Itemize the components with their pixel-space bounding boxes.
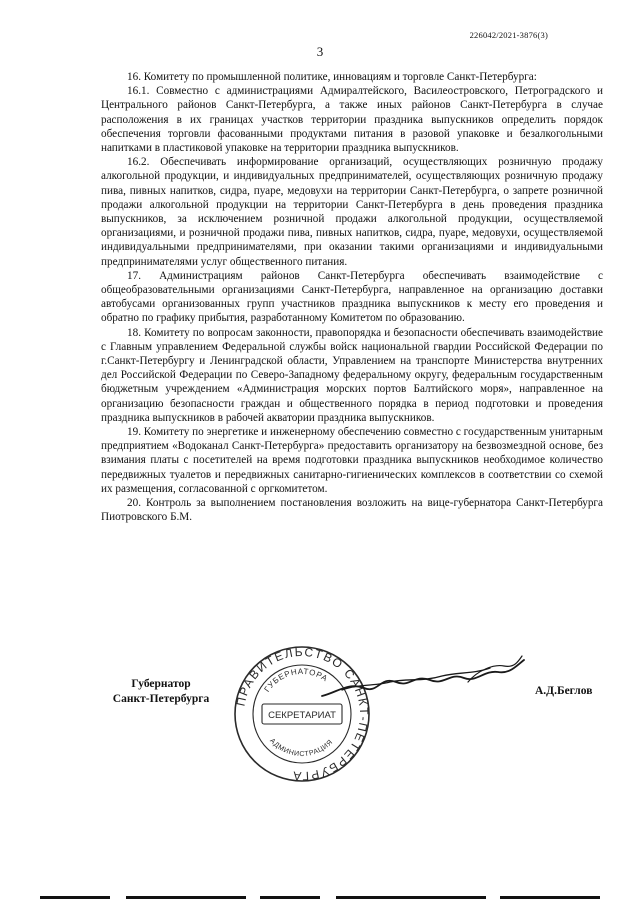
signature-block — [0, 640, 640, 784]
paragraph-17: 17. Администрациям районов Санкт-Петербурга обеспечивать взаимодействие с общеобразовательными организациями Санкт-Петербурга, направленное на организацию доставки автобусами организованных групп участников праздника выпускников к месту его проведения и обратно по графику прибытия, разработанному Комитетом по образованию. — [101, 269, 603, 325]
signatory-position-line1: Губернатор — [131, 678, 191, 690]
seal-inner-text: ГУБЕРНАТОРА — [262, 666, 330, 694]
seal-outer-text: ПРАВИТЕЛЬСТВО САНКТ-ПЕТЕРБУРГА — [233, 644, 372, 784]
signatory-position-line2: Санкт-Петербурга — [112, 693, 210, 705]
paragraph-20: 20. Контроль за выполнением постановления возложить на вице-губернатора Санкт-Петербурга Пиотровского Б.М. — [101, 497, 603, 524]
seal-center-text: СЕКРЕТАРИАТ — [268, 710, 336, 721]
paragraph-16: 16. Комитету по промышленной политике, инновациям и торговле Санкт-Петербурга: — [127, 71, 537, 83]
handwritten-signature — [318, 652, 528, 712]
paragraph-16-1: 16.1. Совместно с администрациями Адмиралтейского, Василеостровского, Петроградского и Центрального районов Санкт-Петербурга, а также иных районов Санкт-Петербурга в случае расположения в их границах участков территории праздника выпускников определить порядок обеспечения торговли фасованными продуктами питания в разовой упаковке и безалкогольными напитками в пластиковой упаковке на территории праздника выпускников. — [101, 85, 603, 155]
signatory-position — [101, 677, 221, 707]
footer-scan-bar — [40, 894, 600, 901]
signatory-name: А.Д.Беглов — [535, 685, 593, 697]
paragraph-19: 19. Комитету по энергетике и инженерному обеспечению совместно с государственным унитарным предприятием «Водоканал Санкт-Петербурга» предоставить организатору на безвозмездной основе, без взимания платы с посетителей на время подготовки праздника выпускников необходимое количество передвижных туалетов и передвижных санитарно-гигиенических комплексов в соответствии со схемой их размещения, согласованной с оргкомитетом. — [101, 426, 603, 495]
paragraph-16-2: 16.2. Обеспечивать информирование организаций, осуществляющих розничную продажу алкогольной продукции, и индивидуальных предпринимателей, осуществляющих розничную продажу пива, пивных напитков, сидра, пуаре, медовухи на территории Санкт-Петербурга, о запрете розничной продажи алкогольной продукции на территории Санкт-Петербурга в день проведения праздника выпускников, за исключением розничной продажи алкогольной продукции, осуществляемой организациями, и розничной продажи пива, пивных напитков, сидра, пуаре, медовухи, осуществляемой индивидуальными предпринимателями, при оказании такими организациями и индивидуальными предпринимателями услуг общественного питания. — [101, 156, 603, 268]
seal-lower-text: АДМИНИСТРАЦИЯ — [268, 737, 335, 759]
page-number: 3 — [316, 44, 324, 59]
document-registration-number: 226042/2021-3876(3) — [469, 30, 548, 40]
document-body — [101, 70, 603, 525]
paragraph-18: 18. Комитету по вопросам законности, правопорядка и безопасности обеспечивать взаимодействие с Главным управлением Федеральной службы войск национальной гвардии Российской Федерации по г.Санкт-Петербургу и Ленинградской области, Управлением на транспорте Министерства внутренних дел Российской Федерации по Северо-Западному федеральному округу, федеральным государственным бюджетным учреждением «Администрация морских портов Балтийского моря», направленное на организацию безопасности граждан и общественного порядка в период подготовки и проведения праздника выпускников в рабочей акватории праздника выпускников. — [101, 326, 603, 424]
